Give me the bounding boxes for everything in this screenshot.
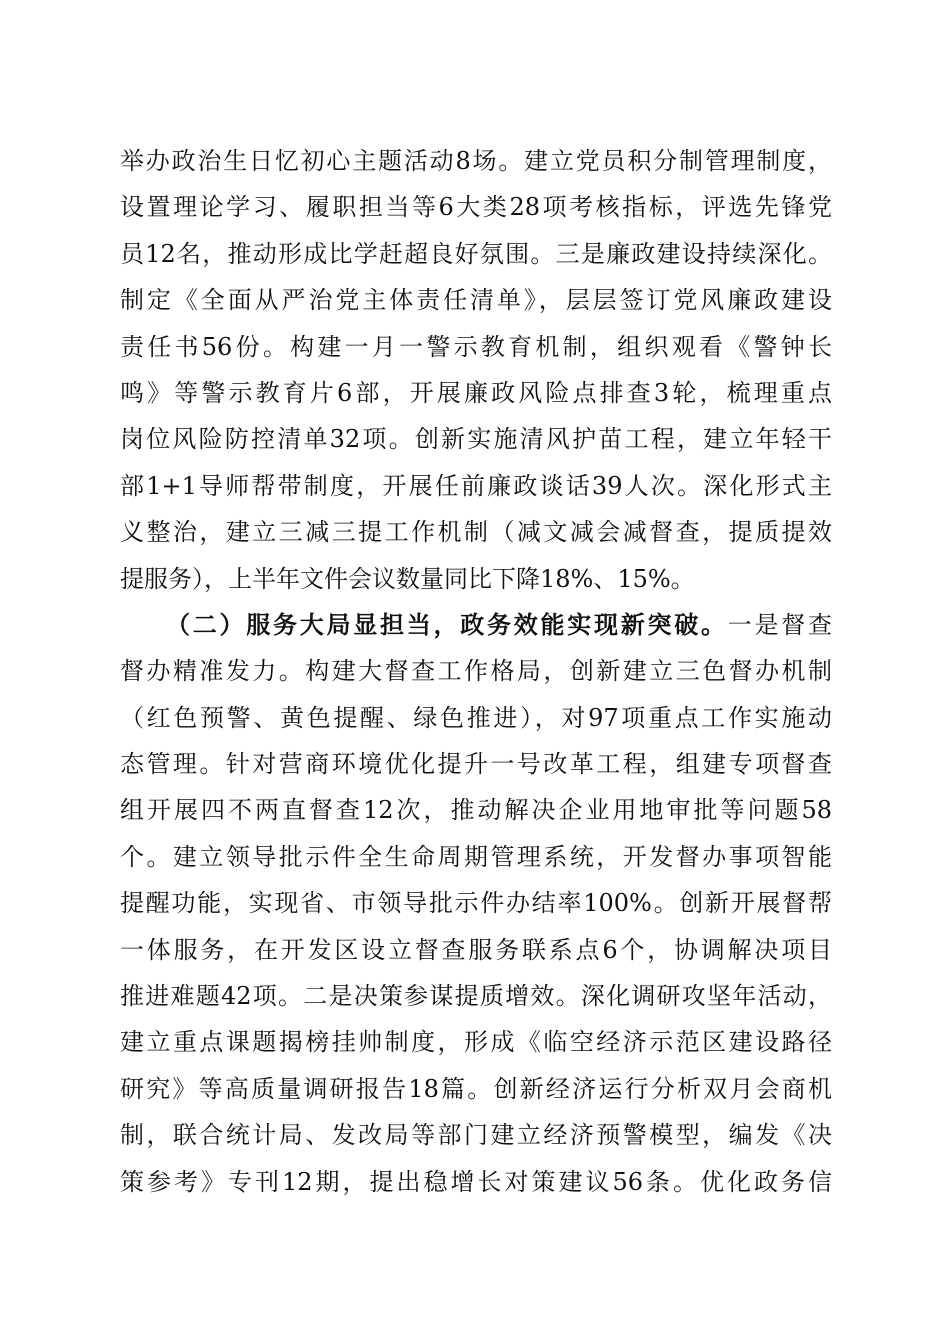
text-line: （红色预警、黄色提醒、绿色推进），对97项重点工作实施动 <box>120 703 832 732</box>
text-line: 督办精准发力。构建大督查工作格局，创新建立三色督办机制 <box>120 657 832 686</box>
text-line: 鸣》等警示教育片6部，开展廉政风险点排查3轮，梳理重点 <box>120 378 832 407</box>
text-line: 态管理。针对营商环境优化提升一号改革工程，组建专项督查 <box>120 750 832 779</box>
text-line: 员12名，推动形成比学赶超良好氛围。三是廉政建设持续深化。 <box>120 239 832 268</box>
text-line: 部1+1导师帮带制度，开展任前廉政谈话39人次。深化形式主 <box>120 471 832 500</box>
paragraph-service-overall <box>120 602 832 1205</box>
paragraph-first-line <box>120 602 832 648</box>
text-line: 个。建立领导批示件全生命周期管理系统，开发督办事项智能 <box>120 842 832 871</box>
paragraph-party-building <box>120 138 832 602</box>
text-line: 建立重点课题揭榜挂帅制度，形成《临空经济示范区建设路径 <box>120 1028 832 1057</box>
text-line: 一体服务，在开发区设立督查服务联系点6个，协调解决项目 <box>120 935 832 964</box>
text-line: 制，联合统计局、发改局等部门建立经济预警模型，编发《决 <box>120 1121 832 1150</box>
text-line: 设置理论学习、履职担当等6大类28项考核指标，评选先锋党 <box>120 193 832 222</box>
body-text <box>120 138 832 1205</box>
text-line: 推进难题42项。二是决策参谋提质增效。深化调研攻坚年活动， <box>120 982 832 1011</box>
text-line: 研究》等高质量调研报告18篇。创新经济运行分析双月会商机 <box>120 1074 832 1103</box>
text-line: 制定《全面从严治党主体责任清单》，层层签订党风廉政建设 <box>120 286 832 315</box>
text-line: 举办政治生日忆初心主题活动8场。建立党员积分制管理制度， <box>120 147 832 175</box>
text-line: 岗位风险防控清单32项。创新实施清风护苗工程，建立年轻干 <box>120 425 832 454</box>
text-line: 提醒功能，实现省、市领导批示件办结率100%。创新开展督帮 <box>120 889 832 918</box>
text-line: 提服务），上半年文件会议数量同比下降18%、15%。 <box>120 564 695 593</box>
text-line: 责任书56份。构建一月一警示教育机制，组织观看《警钟长 <box>120 332 832 361</box>
text-line: 策参考》专刊12期，提出稳增长对策建议56条。优化政务信 <box>120 1167 832 1196</box>
heading-continuation: 一是督查 <box>727 610 832 639</box>
text-line: 义整治，建立三减三提工作机制（减文减会减督查，提质提效 <box>120 518 832 547</box>
text-line: 组开展四不两直督查12次，推动解决企业用地审批等问题58 <box>120 796 832 825</box>
section-heading: （二）服务大局显担当，政务效能实现新突破。 <box>166 609 728 639</box>
